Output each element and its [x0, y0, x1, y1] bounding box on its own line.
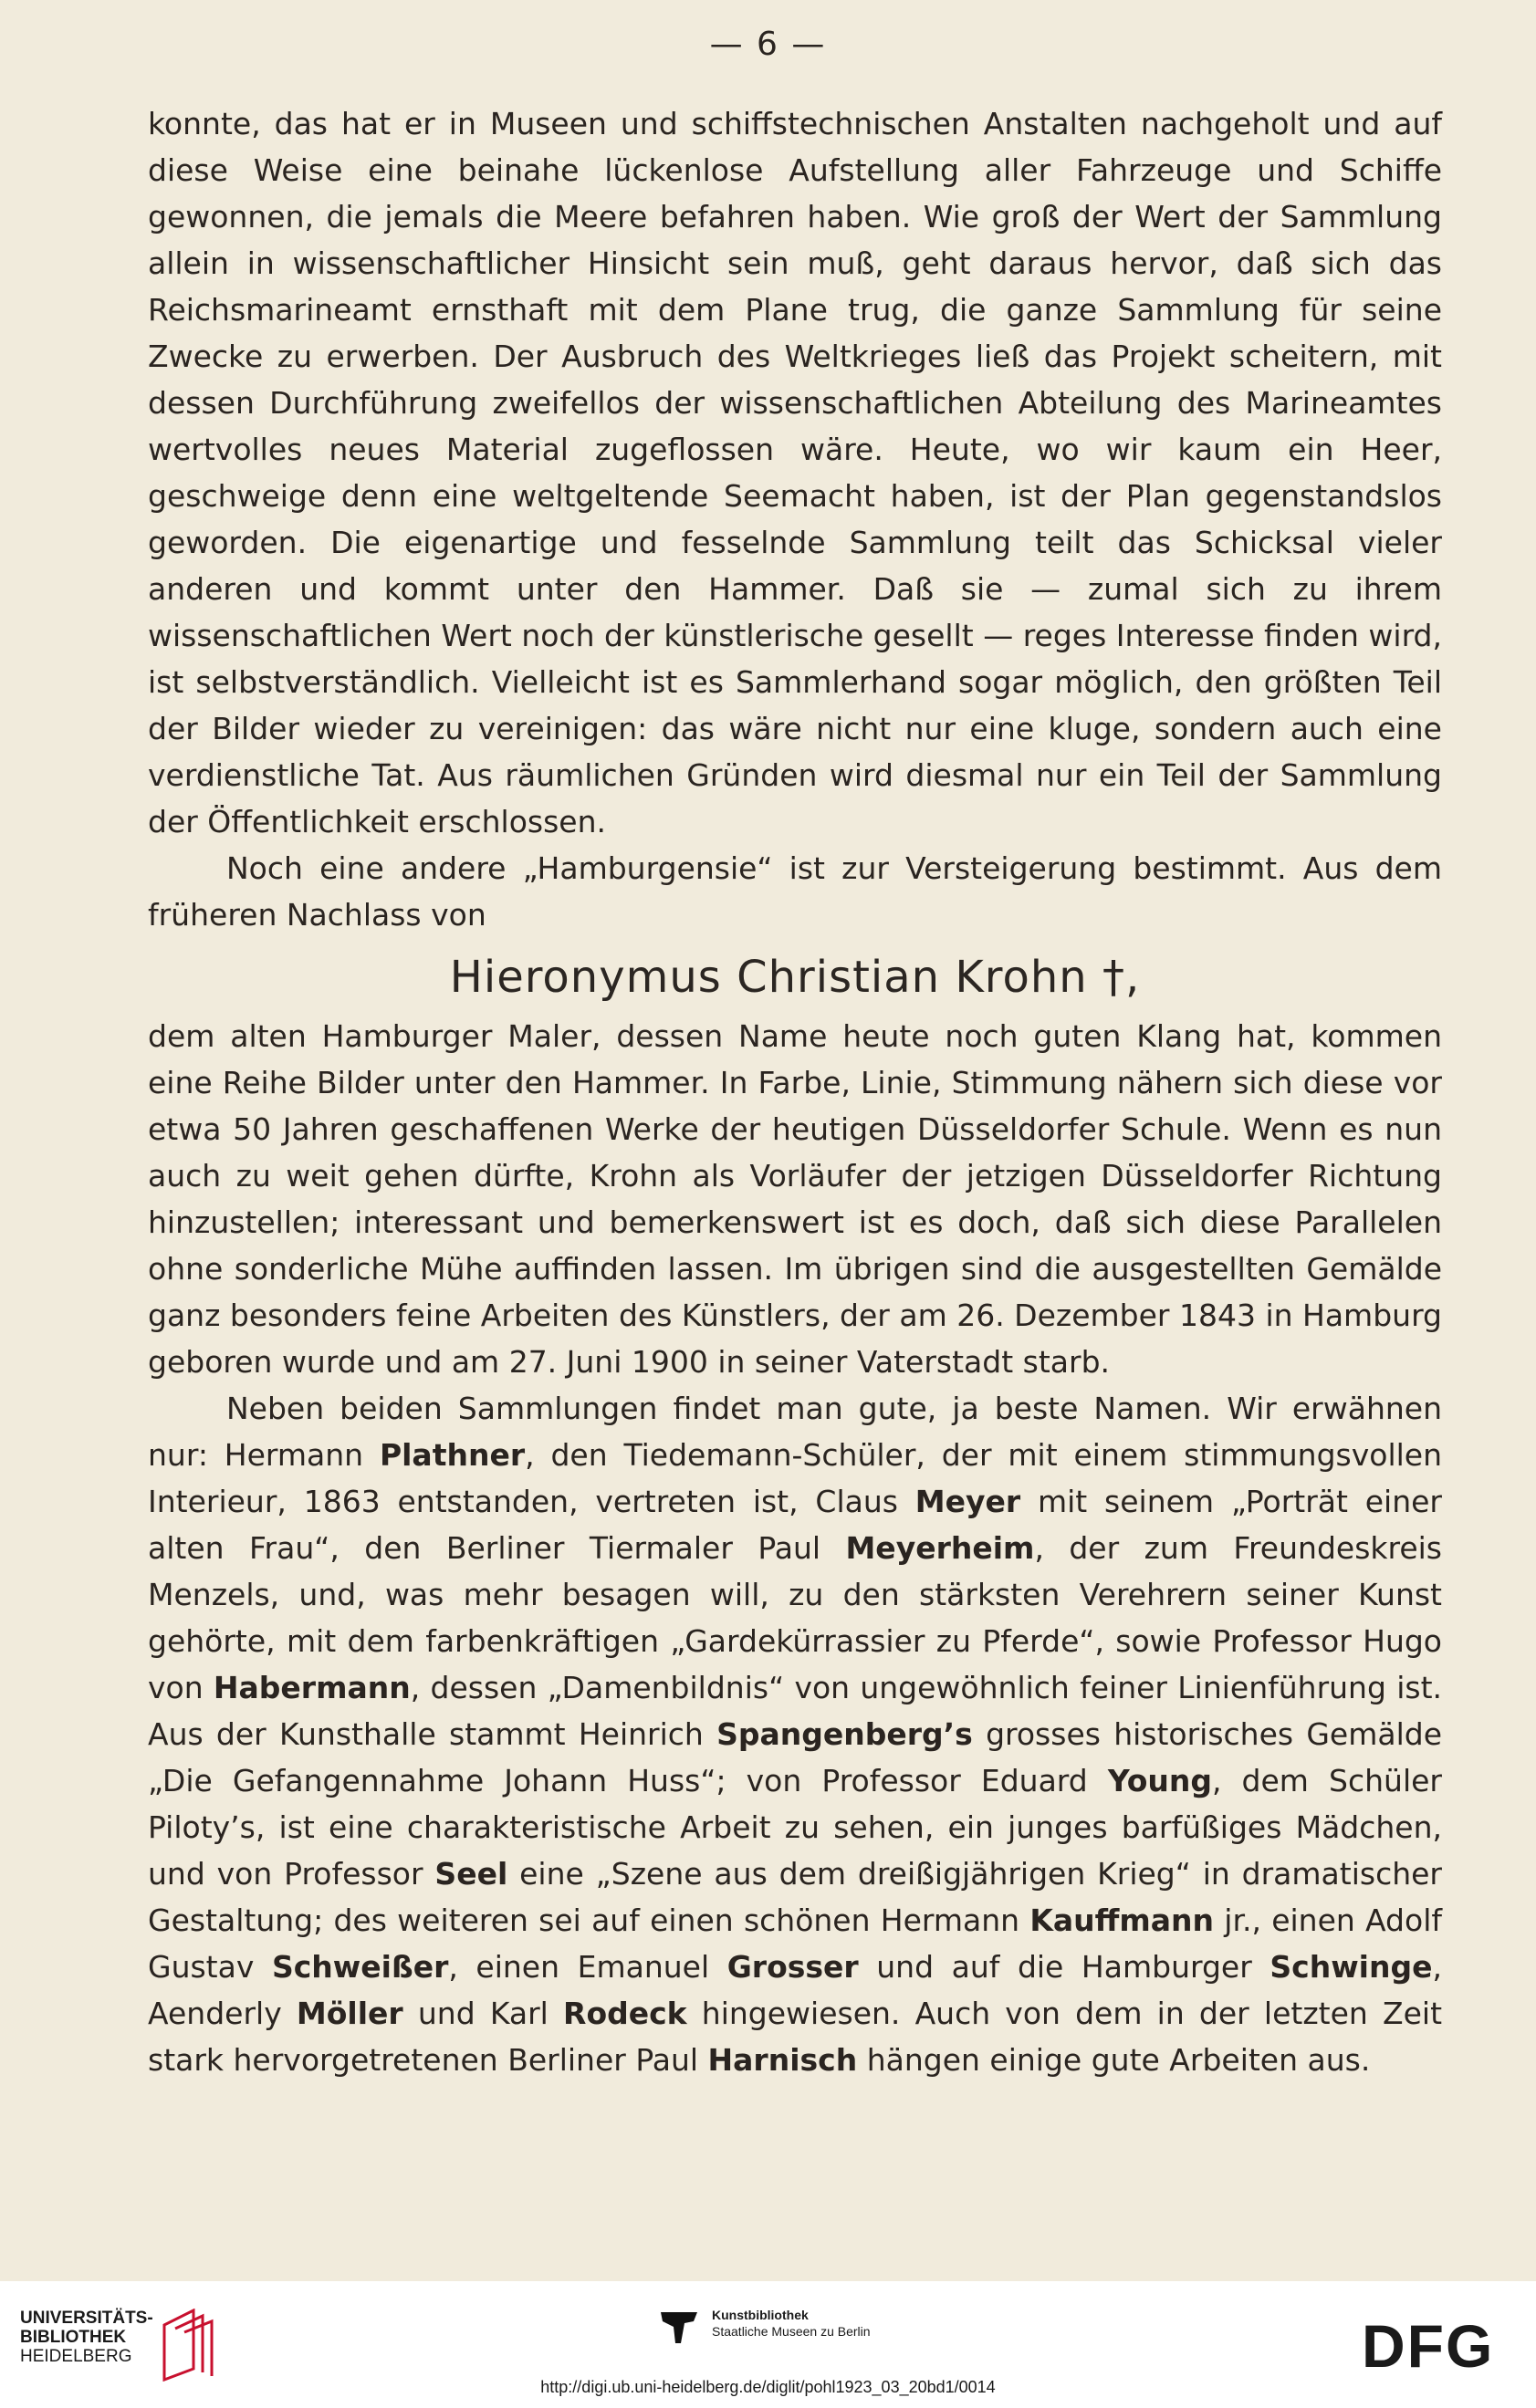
artist-name: Habermann: [213, 1670, 411, 1705]
artist-name: Harnisch: [707, 2042, 858, 2078]
ub-line-2: BIBLIOTHEK: [20, 2328, 127, 2347]
footer-url-link[interactable]: http://digi.ub.uni-heidelberg.de/diglit/pohl1923_03_20bd1/0014: [540, 2378, 996, 2396]
ub-mark-icon: [157, 2309, 221, 2382]
text-segment: und Karl: [402, 1996, 564, 2031]
kunstbibliothek-text: [712, 2307, 871, 2340]
paragraph-1: konnte, das hat er in Museen und schiffstechnischen Anstalten nachgeholt und auf diese Weise eine beinahe lückenlose Aufstellung aller Fahrzeuge und Schiffe gewonnen, die jemals die Meere befahren haben. Wie groß der Wert der Sammlung allein in wissenschaftlicher Hinsicht sein muß, geht daraus hervor, daß sich das Reichsmarineamt ernsthaft mit dem Plane trug, die ganze Sammlung für seine Zwecke zu erwerben. Der Ausbruch des Weltkrieges ließ das Projekt scheitern, mit dessen Durchführung zweifellos der wissenschaftlichen Abteilung des Marineamtes wertvolles neues Material zugeflossen wäre. Heute, wo wir kaum ein Heer, geschweige denn eine weltgeltende Seemacht haben, ist der Plan gegenstandslos geworden. Die eigenartige und fesselnde Sammlung teilt das Schicksal vieler anderen und kommt unter den Hammer. Daß sie — zumal sich zu ihrem wissenschaftlichen Wert noch der künstlerische gesellt — reges Interesse finden wird, ist selbstverständlich. Vielleicht ist es Sammlerhand sogar möglich, den größten Teil der Bilder wieder zu vereinigen: das wäre nicht nur eine kluge, sondern auch eine verdienstliche Tat. Aus räumlichen Gründen wird diesmal nur ein Teil der Sammlung der Öffentlichkeit erschlossen.: [148, 106, 1442, 839]
artist-name: Grosser: [726, 1949, 859, 1985]
text-segment: hingewiesen. Auch von dem in der letzten Zeit stark hervorgetretenen Berliner Paul: [148, 1996, 1443, 2078]
kb-line-2: Staatliche Museen zu Berlin: [712, 2324, 871, 2339]
kunstbibliothek-logo[interactable]: [657, 2303, 894, 2358]
text-segment: , einen Emanuel: [448, 1949, 727, 1985]
text-segment: Neben beiden Sammlungen findet man gute, ja beste Namen. Wir erwähnen nur: Hermann: [148, 1391, 1442, 1473]
text-segment: jr., einen Adolf Gustav: [148, 1902, 1442, 1985]
artist-name: Schweißer: [271, 1949, 449, 1985]
artist-name: Möller: [296, 1996, 403, 2031]
text-segment: mit seinem „Porträt einer alten Frau“, den Berliner Tiermaler Paul: [148, 1484, 1442, 1566]
ub-heidelberg-logo[interactable]: [20, 2309, 248, 2382]
dfg-logo[interactable]: DFG: [1362, 2312, 1495, 2380]
paragraph-4: [148, 1385, 1442, 2083]
paragraph-2: Noch eine andere „Hamburgensie“ ist zur Versteigerung bestimmt. Aus dem früheren Nachlass von: [148, 850, 1442, 933]
eagle-icon: [657, 2307, 701, 2347]
body-text: [148, 100, 1442, 2083]
text-segment: , der zum Freundeskreis Menzels, und, was mehr besagen will, zu den stärksten Verehrern seiner Kunst gehörte, mit dem farbenkräftigen „Gardekürrassier zu Pferde“, sowie Professor Hugo von: [148, 1530, 1442, 1705]
artist-name: Kauffmann: [1029, 1902, 1215, 1938]
text-segment: eine „Szene aus dem dreißigjährigen Krieg“ in dramatischer Gestaltung; des weiteren sei auf einen schönen Hermann: [148, 1856, 1442, 1938]
artist-name: Meyerheim: [845, 1530, 1035, 1566]
artist-heading: Hieronymus Christian Krohn †,: [449, 952, 1141, 1003]
kb-line-1: Kunstbibliothek: [712, 2308, 809, 2322]
footer-bar: [0, 2281, 1536, 2408]
artist-name: Rodeck: [563, 1996, 687, 2031]
text-segment: , dessen „Damenbildnis“ von ungewöhnlich feiner Linienführung ist. Aus der Kunsthalle stammt Heinrich: [148, 1670, 1442, 1752]
page-number: — 6 —: [709, 26, 827, 63]
text-segment: grosses historisches Gemälde „Die Gefangennahme Johann Huss“; von Professor Eduard: [148, 1716, 1442, 1798]
paragraph-3: dem alten Hamburger Maler, dessen Name heute noch guten Klang hat, kommen eine Reihe Bilder unter den Hammer. In Farbe, Linie, Stimmung nähern sich diese vor etwa 50 Jahren geschaffenen Werke der heutigen Düsseldorfer Schule. Wenn es nun auch zu weit gehen dürfte, Krohn als Vorläufer der jetzigen Düsseldorfer Richtung hinzustellen; interessant und bemerkenswert ist es doch, daß sich diese Parallelen ohne sonderliche Mühe auffinden lassen. Im übrigen sind die ausgestellten Gemälde ganz besonders feine Arbeiten des Künstlers, der am 26. Dezember 1843 in Hamburg geboren wurde und am 27. Juni 1900 in seiner Vaterstadt starb.: [148, 1018, 1443, 1380]
text-segment: , den Tiedemann-Schüler, der mit einem stimmungsvollen Interieur, 1863 entstanden, vertreten ist, Claus: [148, 1437, 1443, 1519]
text-segment: hängen einige gute Arbeiten aus.: [857, 2042, 1371, 2078]
artist-name: Plathner: [379, 1437, 526, 1473]
text-segment: , Aenderly: [148, 1949, 1442, 2031]
text-segment: , dem Schüler Piloty’s, ist eine charakteristische Arbeit zu sehen, ein junges barfüßiges Mädchen, und von Professor: [148, 1763, 1442, 1892]
artist-name: Schwinge: [1270, 1949, 1433, 1985]
ub-logo-text: [20, 2309, 153, 2366]
artist-name: Seel: [434, 1856, 508, 1892]
artist-name: Young: [1107, 1763, 1212, 1798]
ub-line-1: UNIVERSITÄTS-: [20, 2309, 153, 2328]
text-segment: und auf die Hamburger: [858, 1949, 1270, 1985]
ub-line-3: HEIDELBERG: [20, 2347, 132, 2366]
artist-name: Spangenberg’s: [716, 1716, 973, 1752]
artist-name: Meyer: [914, 1484, 1021, 1519]
